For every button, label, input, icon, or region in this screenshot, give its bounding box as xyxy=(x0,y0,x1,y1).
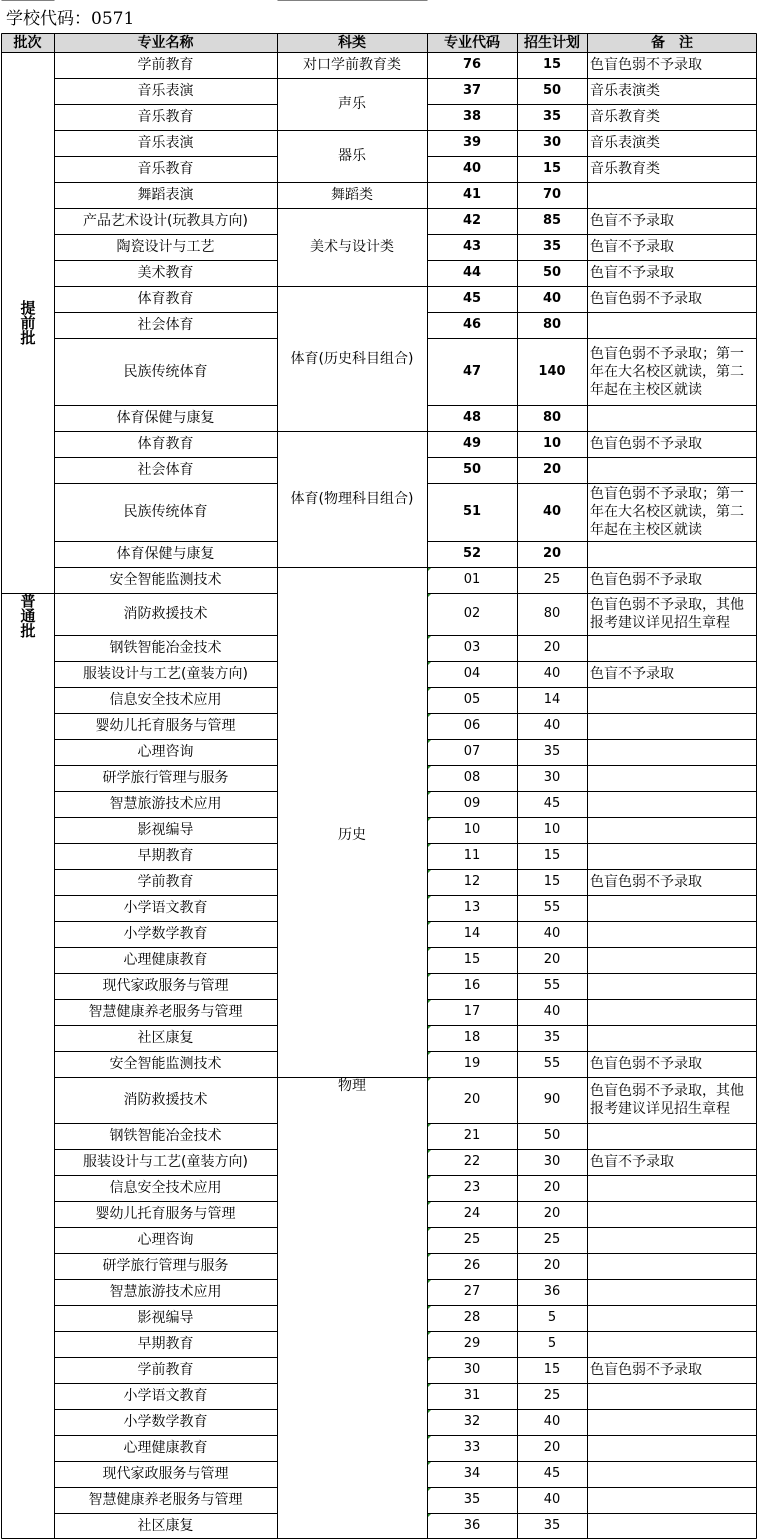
plan-count-cell: 50 xyxy=(542,265,562,280)
plan-count-cell: 35 xyxy=(542,239,562,254)
major-code-cell: 52 xyxy=(462,546,482,561)
major-code-cell: 02 xyxy=(427,593,517,635)
plan-count-cell: 15 xyxy=(542,161,562,176)
plan-count-cell: 30 xyxy=(543,1154,561,1169)
major-code-cell: 76 xyxy=(462,57,482,72)
header-major-name: 专业名称 xyxy=(54,33,277,52)
major-code-cell: 31 xyxy=(427,1383,517,1409)
plan-count-cell: 50 xyxy=(543,1128,561,1143)
category-cell: 舞蹈类 xyxy=(331,187,373,203)
major-code-cell: 14 xyxy=(427,921,517,947)
major-name-cell: 社会体育 xyxy=(137,317,194,333)
major-code-cell: 24 xyxy=(427,1201,517,1227)
plan-count-cell: 55 xyxy=(543,900,561,915)
category-cell: 体育(历史科目组合) xyxy=(290,350,414,367)
major-code-cell: 11 xyxy=(427,843,517,869)
major-code-cell: 39 xyxy=(462,135,482,150)
plan-count-cell: 20 xyxy=(543,952,561,967)
major-name-cell: 研学旅行管理与服务 xyxy=(102,1258,229,1274)
batch-cell: 提前批 xyxy=(18,300,37,345)
major-code-cell: 37 xyxy=(462,83,482,98)
major-code-cell: 10 xyxy=(427,817,517,843)
major-code-cell: 03 xyxy=(427,635,517,661)
major-code-cell: 19 xyxy=(427,1051,517,1077)
major-name-cell: 小学语文教育 xyxy=(123,1388,208,1404)
major-name-cell: 心理健康教育 xyxy=(123,1440,208,1456)
major-name-cell: 学前教育 xyxy=(137,57,194,73)
major-name-cell: 影视编导 xyxy=(137,1310,194,1326)
plan-count-cell: 10 xyxy=(542,436,562,451)
major-name-cell: 社会体育 xyxy=(137,462,194,478)
category-cell: 对口学前教育类 xyxy=(303,57,401,73)
major-name-cell: 学前教育 xyxy=(137,874,194,890)
major-code-cell: 01 xyxy=(427,567,517,593)
note-cell: 音乐教育类 xyxy=(590,109,660,125)
major-code-cell: 18 xyxy=(427,1025,517,1051)
note-cell: 色盲色弱不予录取，其他报考建议详见招生章程 xyxy=(590,597,744,631)
major-code-cell: 13 xyxy=(427,895,517,921)
major-name-cell: 小学数学教育 xyxy=(123,926,208,942)
note-cell: 音乐教育类 xyxy=(590,161,660,177)
note-cell: 色盲色弱不予录取 xyxy=(590,1362,702,1378)
category-cell: 器乐 xyxy=(338,148,366,164)
plan-count-cell: 25 xyxy=(543,572,561,587)
major-name-cell: 影视编导 xyxy=(137,822,194,838)
major-name-cell: 钢铁智能冶金技术 xyxy=(109,1128,222,1144)
major-code-cell: 05 xyxy=(427,687,517,713)
major-code-cell: 28 xyxy=(427,1305,517,1331)
major-code-cell: 26 xyxy=(427,1253,517,1279)
major-name-cell: 音乐教育 xyxy=(137,161,194,177)
plan-count-cell: 15 xyxy=(543,848,561,863)
plan-count-cell: 85 xyxy=(542,213,562,228)
plan-count-cell: 36 xyxy=(543,1284,561,1299)
plan-count-cell: 25 xyxy=(543,1388,561,1403)
major-name-cell: 婴幼儿托育服务与管理 xyxy=(95,1206,236,1222)
plan-count-cell: 20 xyxy=(542,546,562,561)
note-cell: 色盲色弱不予录取 xyxy=(590,874,702,890)
major-code-cell: 43 xyxy=(462,239,482,254)
note-cell: 色盲不予录取 xyxy=(590,213,674,229)
plan-count-cell: 80 xyxy=(543,606,561,621)
major-code-cell: 34 xyxy=(427,1461,517,1487)
major-name-cell: 心理咨询 xyxy=(137,1232,194,1248)
major-code-cell: 51 xyxy=(462,504,482,519)
note-cell: 色盲色弱不予录取 xyxy=(590,1056,702,1072)
major-code-cell: 07 xyxy=(427,739,517,765)
major-code-cell: 33 xyxy=(427,1435,517,1461)
plan-count-cell: 35 xyxy=(543,744,561,759)
major-code-cell: 38 xyxy=(462,109,482,124)
note-cell: 色盲色弱不予录取 xyxy=(590,57,702,73)
header-major-code: 专业代码 xyxy=(427,33,517,52)
plan-count-cell: 15 xyxy=(543,1362,561,1377)
plan-count-cell: 14 xyxy=(543,692,561,707)
plan-count-cell: 20 xyxy=(543,1440,561,1455)
major-name-cell: 信息安全技术应用 xyxy=(109,1180,222,1196)
major-code-cell: 12 xyxy=(427,869,517,895)
major-code-cell: 17 xyxy=(427,999,517,1025)
major-code-cell: 49 xyxy=(462,436,482,451)
major-name-cell: 产品艺术设计(玩教具方向) xyxy=(83,213,248,229)
note-cell: 色盲色弱不予录取；第一年在大名校区就读，第二年起在主校区就读 xyxy=(590,486,744,538)
major-name-cell: 民族传统体育 xyxy=(123,504,208,520)
plan-count-cell: 40 xyxy=(542,504,562,519)
plan-count-cell: 5 xyxy=(547,1310,557,1325)
plan-count-cell: 20 xyxy=(543,640,561,655)
major-code-cell: 30 xyxy=(427,1357,517,1383)
major-code-cell: 23 xyxy=(427,1175,517,1201)
plan-count-cell: 40 xyxy=(543,1004,561,1019)
plan-count-cell: 40 xyxy=(543,718,561,733)
major-name-cell: 现代家政服务与管理 xyxy=(102,978,229,994)
major-name-cell: 小学数学教育 xyxy=(123,1414,208,1430)
major-code-cell: 50 xyxy=(462,462,482,477)
major-code-cell: 21 xyxy=(427,1123,517,1149)
plan-count-cell: 40 xyxy=(542,291,562,306)
major-code-cell: 48 xyxy=(462,410,482,425)
major-code-cell: 04 xyxy=(427,661,517,687)
major-code-cell: 46 xyxy=(462,317,482,332)
plan-count-cell: 20 xyxy=(543,1206,561,1221)
category-cell: 美术与设计类 xyxy=(310,239,394,255)
major-code-cell: 15 xyxy=(427,947,517,973)
major-code-cell: 29 xyxy=(427,1331,517,1357)
major-code-cell: 22 xyxy=(427,1149,517,1175)
major-name-cell: 智慧健康养老服务与管理 xyxy=(88,1004,243,1020)
major-name-cell: 消防救援技术 xyxy=(123,606,208,622)
major-name-cell: 学前教育 xyxy=(137,1362,194,1378)
header-batch: 批次 xyxy=(1,33,54,52)
major-name-cell: 心理健康教育 xyxy=(123,952,208,968)
major-code-cell: 16 xyxy=(427,973,517,999)
major-name-cell: 小学语文教育 xyxy=(123,900,208,916)
major-name-cell: 智慧健康养老服务与管理 xyxy=(88,1492,243,1508)
plan-count-cell: 25 xyxy=(543,1232,561,1247)
major-name-cell: 陶瓷设计与工艺 xyxy=(116,239,215,255)
major-name-cell: 婴幼儿托育服务与管理 xyxy=(95,718,236,734)
note-cell: 色盲不予录取 xyxy=(590,1154,674,1170)
major-code-cell: 40 xyxy=(462,161,482,176)
major-name-cell: 社区康复 xyxy=(137,1518,194,1534)
category-cell: 体育(物理科目组合) xyxy=(290,491,414,507)
plan-count-cell: 5 xyxy=(547,1336,557,1351)
plan-count-cell: 35 xyxy=(543,1518,561,1533)
major-code-cell: 25 xyxy=(427,1227,517,1253)
header-note: 备 注 xyxy=(587,33,757,52)
major-name-cell: 心理咨询 xyxy=(137,744,194,760)
major-name-cell: 音乐表演 xyxy=(137,83,194,99)
note-cell: 色盲色弱不予录取，其他报考建议详见招生章程 xyxy=(590,1083,744,1117)
major-name-cell: 研学旅行管理与服务 xyxy=(102,770,229,786)
major-name-cell: 社区康复 xyxy=(137,1030,194,1046)
major-name-cell: 美术教育 xyxy=(137,265,194,281)
major-name-cell: 体育保健与康复 xyxy=(116,410,215,426)
major-name-cell: 早期教育 xyxy=(137,1336,194,1352)
major-code-cell: 35 xyxy=(427,1487,517,1513)
major-name-cell: 体育教育 xyxy=(137,291,194,307)
plan-count-cell: 80 xyxy=(542,410,562,425)
major-name-cell: 舞蹈表演 xyxy=(137,187,194,203)
header-plan: 招生计划 xyxy=(517,33,587,52)
major-code-cell: 45 xyxy=(462,291,482,306)
plan-count-cell: 35 xyxy=(542,109,562,124)
school-code-caption: 学校代码：0571 xyxy=(6,9,135,29)
plan-count-cell: 35 xyxy=(543,1030,561,1045)
plan-count-cell: 40 xyxy=(543,666,561,681)
note-cell: 色盲色弱不予录取 xyxy=(590,572,702,588)
major-name-cell: 现代家政服务与管理 xyxy=(102,1466,229,1482)
plan-count-cell: 40 xyxy=(543,1414,561,1429)
plan-count-cell: 80 xyxy=(542,317,562,332)
plan-count-cell: 55 xyxy=(543,1056,561,1071)
plan-count-cell: 70 xyxy=(542,187,562,202)
major-name-cell: 安全智能监测技术 xyxy=(109,1056,222,1072)
major-code-cell: 44 xyxy=(462,265,482,280)
category-cell: 物理 xyxy=(338,1078,366,1094)
plan-count-cell: 40 xyxy=(543,926,561,941)
major-code-cell: 20 xyxy=(427,1077,517,1123)
major-code-cell: 41 xyxy=(462,187,482,202)
note-cell: 音乐表演类 xyxy=(590,83,660,99)
major-code-cell: 32 xyxy=(427,1409,517,1435)
plan-count-cell: 45 xyxy=(543,1466,561,1481)
major-name-cell: 智慧旅游技术应用 xyxy=(109,1284,222,1300)
note-cell: 色盲不予录取 xyxy=(590,265,674,281)
plan-count-cell: 55 xyxy=(543,978,561,993)
major-name-cell: 音乐表演 xyxy=(137,135,194,151)
major-code-cell: 09 xyxy=(427,791,517,817)
major-name-cell: 钢铁智能冶金技术 xyxy=(109,640,222,656)
major-code-cell: 08 xyxy=(427,765,517,791)
major-name-cell: 消防救援技术 xyxy=(123,1092,208,1108)
major-code-cell: 27 xyxy=(427,1279,517,1305)
major-name-cell: 安全智能监测技术 xyxy=(109,572,222,588)
plan-count-cell: 30 xyxy=(542,135,562,150)
major-name-cell: 音乐教育 xyxy=(137,109,194,125)
plan-count-cell: 20 xyxy=(543,1180,561,1195)
note-cell: 音乐表演类 xyxy=(590,135,660,151)
major-name-cell: 民族传统体育 xyxy=(123,363,208,380)
plan-count-cell: 140 xyxy=(538,363,566,379)
plan-count-cell: 90 xyxy=(543,1092,561,1107)
plan-count-cell: 50 xyxy=(542,83,562,98)
major-name-cell: 服装设计与工艺(童装方向) xyxy=(83,666,248,682)
note-cell: 色盲色弱不予录取 xyxy=(590,291,702,307)
note-cell: 色盲不予录取 xyxy=(590,666,674,682)
note-cell: 色盲不予录取 xyxy=(590,239,674,255)
batch-cell: 普通批 xyxy=(18,593,37,638)
plan-count-cell: 15 xyxy=(543,874,561,889)
major-code-cell: 36 xyxy=(427,1513,517,1539)
plan-count-cell: 10 xyxy=(543,822,561,837)
note-cell: 色盲色弱不予录取；第一年在大名校区就读，第二年起在主校区就读 xyxy=(590,345,744,398)
major-name-cell: 服装设计与工艺(童装方向) xyxy=(83,1154,248,1170)
major-name-cell: 智慧旅游技术应用 xyxy=(109,796,222,812)
category-cell: 历史 xyxy=(338,827,366,843)
header-category: 科类 xyxy=(277,33,427,52)
major-code-cell: 06 xyxy=(427,713,517,739)
plan-count-cell: 20 xyxy=(542,462,562,477)
plan-count-cell: 15 xyxy=(542,57,562,72)
plan-count-cell: 45 xyxy=(543,796,561,811)
major-name-cell: 体育保健与康复 xyxy=(116,546,215,562)
note-cell: 色盲色弱不予录取 xyxy=(590,436,702,452)
plan-count-cell: 40 xyxy=(543,1492,561,1507)
category-cell: 声乐 xyxy=(338,96,366,112)
plan-count-cell: 20 xyxy=(543,1258,561,1273)
major-code-cell: 47 xyxy=(462,363,482,379)
major-name-cell: 早期教育 xyxy=(137,848,194,864)
major-name-cell: 体育教育 xyxy=(137,436,194,452)
major-name-cell: 信息安全技术应用 xyxy=(109,692,222,708)
major-code-cell: 42 xyxy=(462,213,482,228)
plan-count-cell: 30 xyxy=(543,770,561,785)
